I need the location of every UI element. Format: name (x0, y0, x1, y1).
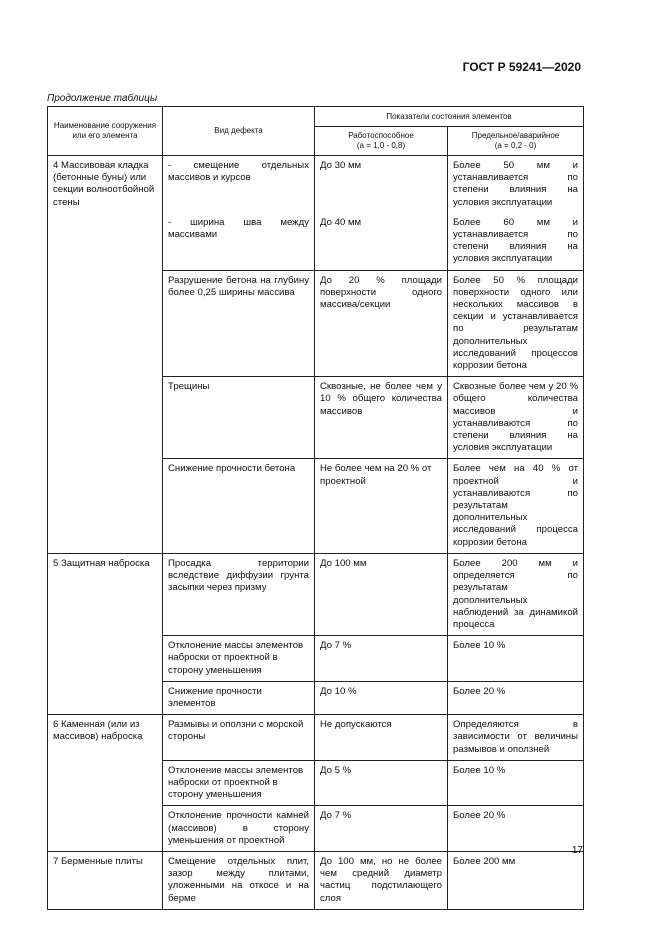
limit-cell: Более 200 мм и определяется по результатам дополнительных наблюдений за динамикой процесса (448, 553, 584, 635)
workable-cell: До 7 % (315, 806, 448, 852)
limit-cell: Более 10 % (448, 636, 584, 682)
defect-cell: Отклонение массы элементов наброски от проектной в сторону уменьшения (163, 636, 315, 682)
header-workable-label: Работоспособное (348, 131, 414, 140)
header-defect: Вид дефекта (163, 107, 315, 156)
defect-cell: Снижение прочности элементов (163, 681, 315, 714)
workable-cell: До 20 % площади поверхности одного массива/секции (315, 270, 448, 377)
header-workable-range: (a = 1,0 - 0,8) (356, 141, 406, 150)
table-continuation-caption: Продолжение таблицы (47, 93, 158, 104)
defect-cell: Отклонение прочности камней (массивов) в сторону уменьшения от проектной (163, 806, 315, 852)
defect-cell: Отклонение массы элементов наброски от проектной в сторону уменьшения (163, 760, 315, 806)
structure-cell: 7 Берменные плиты (48, 851, 163, 909)
limit-cell: Более 20 % (448, 681, 584, 714)
workable-cell: До 10 % (315, 681, 448, 714)
workable-cell: До 30 мм (315, 156, 448, 213)
structure-cell: 5 Защитная наброска (48, 553, 163, 714)
defect-table (47, 106, 584, 910)
workable-cell: Не допускаются (315, 715, 448, 761)
structure-cell: 6 Каменная (или из массивов) наброска (48, 715, 163, 852)
limit-cell: Более 60 мм и устанавливается по степени влияния на условия эксплуатации (448, 213, 584, 270)
header-structure: Наименование сооружения или его элемента (48, 107, 163, 156)
limit-cell: Более 50 мм и устанавливается по степени влияния на условия эксплуатации (448, 156, 584, 213)
workable-cell: До 100 мм (315, 553, 448, 635)
defect-cell: Размывы и оползни с морской стороны (163, 715, 315, 761)
header-limit (448, 127, 584, 156)
table-row (48, 851, 584, 909)
defect-cell: - ширина шва между массивами (163, 213, 315, 270)
table-row (48, 156, 584, 213)
structure-cell: 4 Массивовая кладка (бетонные буны) или секции волноотбойной стены (48, 156, 163, 271)
table-row (48, 270, 584, 377)
workable-cell: До 40 мм (315, 213, 448, 270)
defect-cell: Разрушение бетона на глубину более 0,25 ширины массива (163, 270, 315, 377)
workable-cell: Не более чем на 20 % от проектной (315, 459, 448, 553)
limit-cell: Более 50 % площади поверхности одного или нескольких массивов в секции и устанавливается по результатам дополнительных исследований процессов коррозии бетона (448, 270, 584, 377)
workable-cell: Сквозные, не более чем у 10 % общего количества массивов (315, 377, 448, 459)
defect-cell: Смещение отдельных плит, зазор между плитами, уложенными на откосе и на берме (163, 851, 315, 909)
limit-cell: Более 200 мм (448, 851, 584, 909)
header-workable (315, 127, 448, 156)
workable-cell: До 7 % (315, 636, 448, 682)
header-limit-label: Предельное/аварийное (471, 131, 560, 140)
workable-cell: До 5 % (315, 760, 448, 806)
defect-cell: Снижение прочности бетона (163, 459, 315, 553)
defect-cell: Трещины (163, 377, 315, 459)
header-indicators: Показатели состояния элементов (315, 107, 584, 127)
limit-cell: Более 20 % (448, 806, 584, 852)
table-row (48, 377, 584, 459)
limit-cell: Более 10 % (448, 760, 584, 806)
limit-cell: Более чем на 40 % от проектной и устанавливаются по результатам дополнительных исследований процесса коррозии бетона (448, 459, 584, 553)
page-number: 17 (571, 845, 583, 856)
workable-cell: До 100 мм, но не более чем средний диаметр частиц подстилающего слоя (315, 851, 448, 909)
limit-cell: Определяются в зависимости от величины размывов и оползней (448, 715, 584, 761)
defect-cell: - смещение отдельных массивов и курсов (163, 156, 315, 213)
defect-cell: Просадка территории вследствие диффузии грунта засыпки через призму (163, 553, 315, 635)
table-row (48, 553, 584, 635)
table-row (48, 715, 584, 761)
document-code: ГОСТ Р 59241—2020 (462, 60, 581, 74)
limit-cell: Сквозные более чем у 20 % общего количества массивов и устанавливаются по степени влияния на условия эксплуатации (448, 377, 584, 459)
header-limit-range: (a = 0,2 - 0) (494, 141, 537, 150)
table-row (48, 459, 584, 553)
